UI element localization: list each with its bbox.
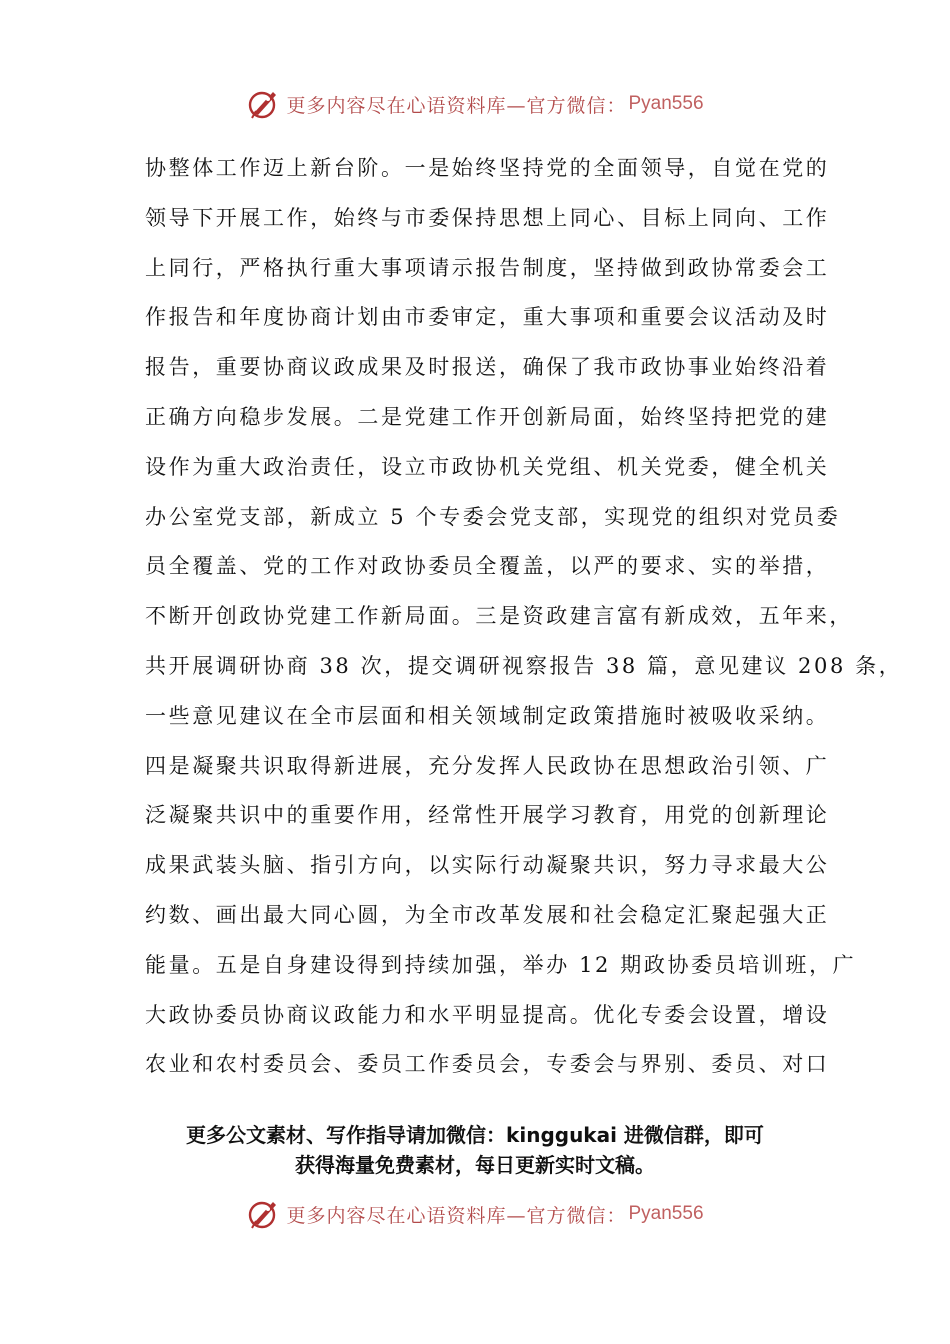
watermark-wechat-id: Pyan556	[628, 93, 704, 114]
footer-watermark	[0, 1194, 950, 1234]
body-line: 上同行，严格执行重大事项请示报告制度，坚持做到政协常委会工	[145, 255, 830, 280]
document-body	[145, 144, 903, 1090]
body-line: 约数、画出最大同心圆，为全市改革发展和社会稳定汇聚起强大正	[145, 902, 830, 927]
footer-note-line-2: 获得海量免费素材，每日更新实时文稿。	[295, 1153, 655, 1177]
watermark-text: 更多内容尽在心语资料库—官方微信：	[286, 94, 627, 117]
body-line: 领导下开展工作，始终与市委保持思想上同心、目标上同向、工作	[145, 205, 830, 230]
body-line: 农业和农村委员会、委员工作委员会，专委会与界别、委员、对口	[145, 1052, 830, 1077]
body-line: 员全覆盖、党的工作对政协委员全覆盖，以严的要求、实的举措，	[145, 554, 830, 579]
body-line: 协整体工作迈上新台阶。一是始终坚持党的全面领导，自觉在党的	[145, 156, 830, 180]
header-watermark	[0, 84, 950, 124]
watermark-wechat-id: Pyan556	[628, 1203, 704, 1224]
body-line: 办公室党支部，新成立 5 个专委会党支部，实现党的组织对党员委	[145, 504, 841, 529]
watermark-text: 更多内容尽在心语资料库—官方微信：	[286, 1204, 627, 1227]
body-line: 作报告和年度协商计划由市委审定，重大事项和重要会议活动及时	[145, 305, 830, 330]
body-line: 正确方向稳步发展。二是党建工作开创新局面，始终坚持把党的建	[145, 404, 830, 429]
body-line: 不断开创政协党建工作新局面。三是资政建言富有新成效，五年来，	[145, 604, 853, 629]
footer-promo-note	[0, 1120, 950, 1180]
body-line: 设作为重大政治责任，设立市政协机关党组、机关党委，健全机关	[145, 454, 830, 479]
body-line: 一些意见建议在全市层面和相关领域制定政策措施时被吸收采纳。	[145, 703, 830, 728]
body-line: 四是凝聚共识取得新进展，充分发挥人民政协在思想政治引领、广	[145, 753, 830, 778]
body-line: 共开展调研协商 38 次，提交调研视察报告 38 篇，意见建议 208 条，	[145, 653, 903, 678]
footer-note-line-1: 更多公文素材、写作指导请加微信：kinggukai 进微信群，即可	[186, 1123, 764, 1147]
quill-pen-logo-icon	[246, 87, 280, 121]
body-line: 成果武装头脑、指引方向，以实际行动凝聚共识，努力寻求最大公	[145, 853, 830, 878]
body-line: 能量。五是自身建设得到持续加强，举办 12 期政协委员培训班，广	[145, 952, 857, 977]
body-line: 泛凝聚共识中的重要作用，经常性开展学习教育，用党的创新理论	[145, 803, 830, 828]
quill-pen-logo-icon	[246, 1197, 280, 1231]
body-line: 报告，重要协商议政成果及时报送，确保了我市政协事业始终沿着	[145, 355, 830, 380]
body-line: 大政协委员协商议政能力和水平明显提高。优化专委会设置，增设	[145, 1002, 830, 1027]
